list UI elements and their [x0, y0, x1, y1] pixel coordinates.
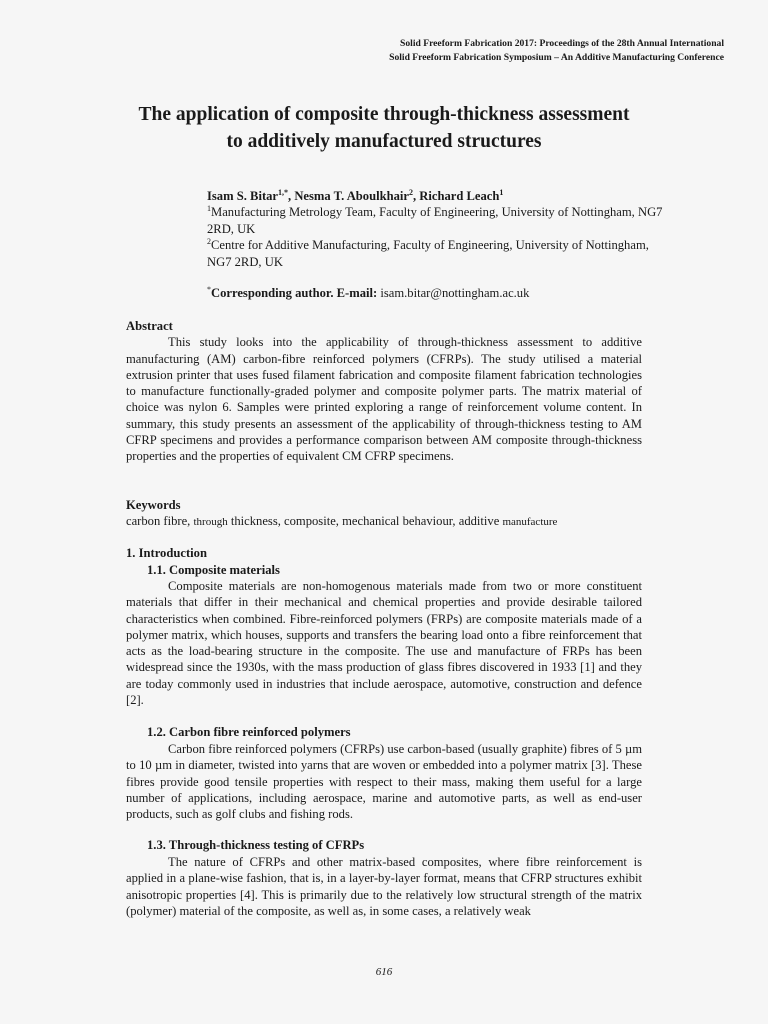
corresponding-author: [207, 286, 529, 301]
header-line-1: Solid Freeform Fabrication 2017: Proceedings of the 28th Annual International: [400, 38, 724, 49]
author-2-affil-mark: 2: [408, 188, 413, 197]
title-line-1: The application of composite through-thickness assessment: [138, 104, 630, 125]
author-2: , Nesma T. Aboulkhair: [288, 189, 409, 203]
affiliation-1-text: Manufacturing Metrology Team, Faculty of Engineering, University of Nottingham, NG7 2RD, UK: [207, 205, 663, 236]
title-line-2: to additively manufactured structures: [226, 131, 542, 152]
subsection-1-3-heading: 1.3. Through-thickness testing of CFRPs: [147, 838, 365, 852]
author-1-affil-mark: 1,*: [278, 188, 289, 197]
keyword-part-3: thickness, composite, mechanical behaviour, additive: [227, 514, 503, 529]
keywords-heading: Keywords: [126, 498, 181, 512]
affiliation-2-text: Centre for Additive Manufacturing, Faculty of Engineering, University of Nottingham, NG7 2RD, UK: [207, 238, 649, 269]
corresponding-mark: *: [207, 285, 211, 294]
author-1: Isam S. Bitar: [207, 189, 279, 203]
corresponding-email[interactable]: isam.bitar@nottingham.ac.uk: [377, 286, 530, 300]
paper-title: [40, 101, 728, 155]
corresponding-label: Corresponding author. E-mail:: [211, 286, 378, 300]
abstract-heading: Abstract: [126, 319, 173, 333]
author-3: , Richard Leach: [412, 189, 500, 203]
affiliation-2: [207, 237, 667, 270]
keywords-section: [126, 497, 642, 531]
subsection-1-2-text: Carbon fibre reinforced polymers (CFRPs) use carbon-based (usually graphite) fibres of 5 µm to 10 µm in diameter, twisted into yarns that are woven or embedded into a polymer matrix [3]. These fibres provide good tensile properties with respect to their mass, making them useful for a large number of applications, including aerospace, marine and automotive parts, as well as end-user products, such as golf clubs and fishing rods.: [126, 742, 642, 822]
subsection-1-3-text: The nature of CFRPs and other matrix-based composites, where fibre reinforcement is applied in a plane-wise fashion, that is, in a layer-by-layer format, means that CFRP structures exhibit anisotropic properties [4]. This is primarily due to the relatively low structural strength of the matrix (polymer) material of the composite, as well as, in some cases, a relatively weak: [126, 855, 642, 918]
subsection-1-1-text: Composite materials are non-homogenous materials made from two or more constituent materials that differ in their mechanical and chemical properties and provide desirable tailored characteristics when combined. Fibre-reinforced polymers (FRPs) are composite materials made of a polymer matrix, which houses, supports and transfers the bearing load onto a fibre reinforcement that acts as the load-bearing structure in the composite. The use and manufacture of FRPs has been widespread since the 1930s, with the mass production of glass fibres discovered in 1933 [1] and they are today commonly used in industries that include aerospace, automotive, construction and defence [2].: [126, 579, 642, 708]
keywords-text: [126, 513, 642, 530]
affiliation-1: [207, 204, 667, 237]
keyword-part-2: through: [193, 516, 228, 529]
subsection-1-1-heading: 1.1. Composite materials: [147, 563, 280, 577]
author-3-affil-mark: 1: [499, 188, 504, 197]
author-block: [207, 188, 667, 270]
affiliation-2-mark: 2: [207, 237, 211, 247]
proceedings-header: [389, 37, 724, 65]
keyword-part-4: manufacture: [502, 516, 558, 529]
author-names: [207, 188, 667, 204]
subsection-1-2-heading: 1.2. Carbon fibre reinforced polymers: [147, 725, 351, 739]
affiliation-1-mark: 1: [207, 204, 211, 214]
section-introduction-heading: 1. Introduction: [126, 546, 207, 560]
page-number: 616: [375, 966, 393, 978]
keyword-part-1: carbon fibre,: [126, 514, 194, 529]
header-line-2: Solid Freeform Fabrication Symposium – An Additive Manufacturing Conference: [389, 52, 724, 63]
abstract-text: This study looks into the applicability of through-thickness assessment to additive manufacturing (AM) carbon-fibre reinforced polymers (CFRPs). The study utilised a material extrusion printer that uses fused filament fabrication and composite filament fabrication technologies to manufacture functionally-graded polymer and composite polymer parts. The matrix material of choice was nylon 6. Samples were printed exploring a range of reinforcement volume content. In summary, this study presents an assessment of the applicability of through-thickness testing to AM CFRP specimens and provides a performance comparison between AM composite through-thickness properties and the properties of equivalent CM CFRP specimens.: [126, 335, 642, 464]
abstract-section: [126, 318, 642, 465]
